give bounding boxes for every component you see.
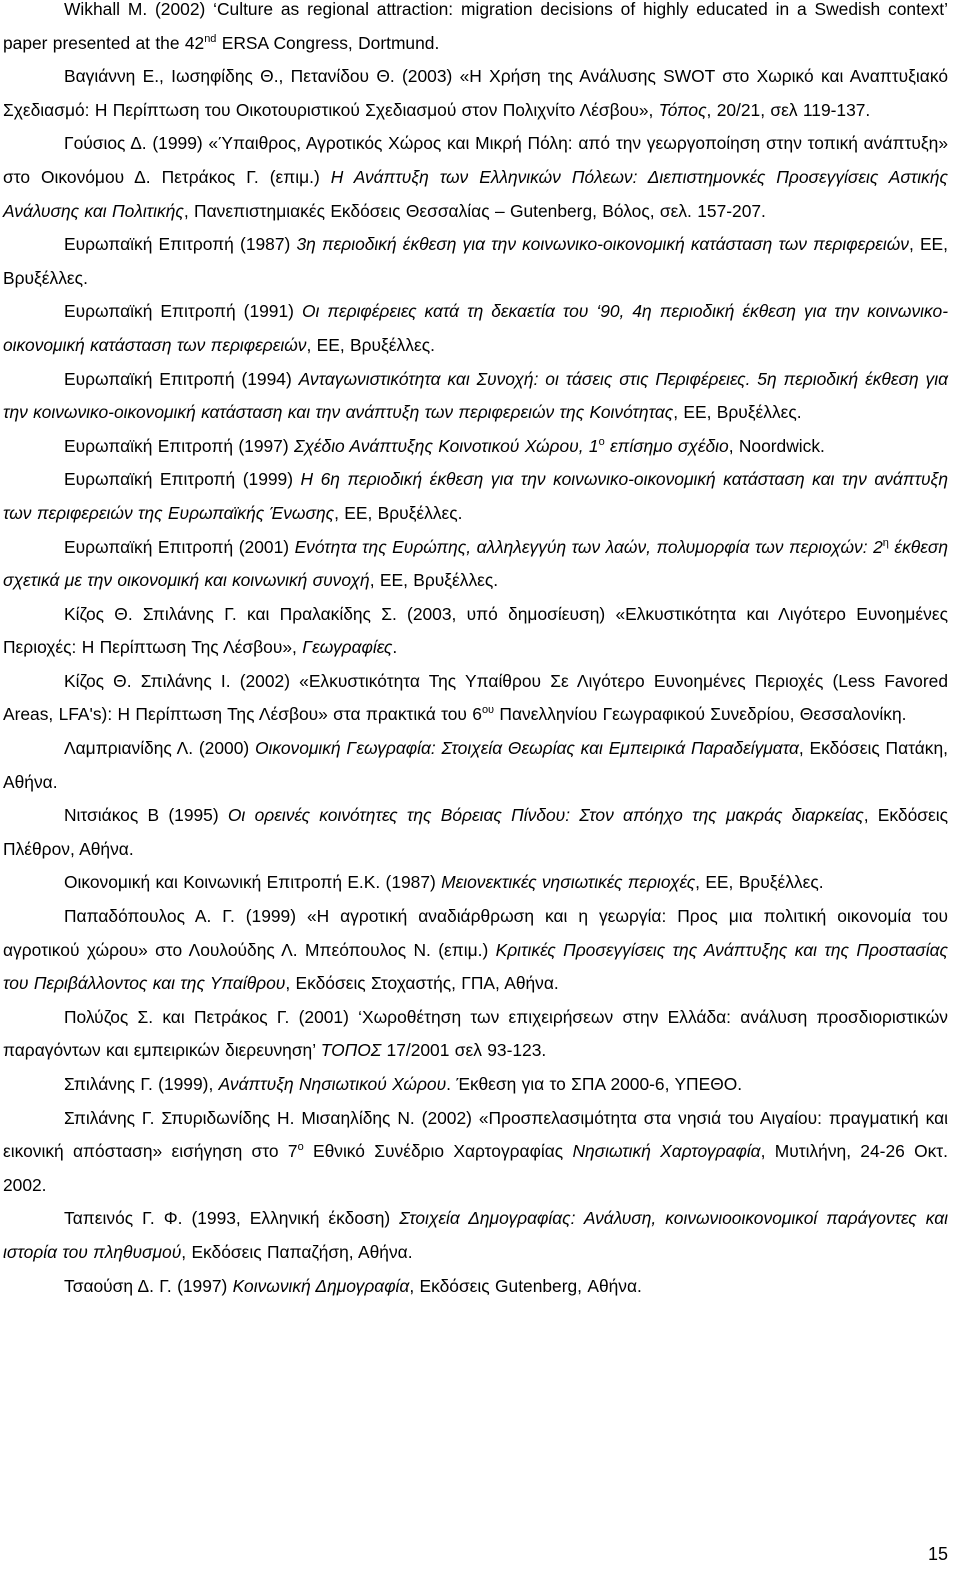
reference-text: Ταπεινός Γ. Φ. (1993, Ελληνική έκδοση) (64, 1208, 400, 1229)
reference-title-italic: Κοινωνική Δημογραφία (232, 1275, 410, 1296)
reference-title-italic: έκθεση σχετικά με την οικονομική και κοινωνική συνοχή (3, 536, 948, 591)
reference-title-italic: Τόπος (658, 99, 707, 120)
reference-text: , Πανεπιστημιακές Εκδόσεις Θεσσαλίας – Gutenberg, Βόλος, σελ. 157-207. (183, 200, 766, 221)
reference-entry (3, 598, 948, 665)
reference-entry (3, 665, 948, 732)
reference-entry (3, 732, 948, 799)
reference-text: , Εκδόσεις Παπαζήση, Αθήνα. (181, 1241, 413, 1262)
reference-entry (3, 430, 948, 464)
reference-text: Πανελληνίου Γεωγραφικού Συνεδρίου, Θεσσαλονίκη. (494, 704, 907, 725)
reference-title-italic: Σχέδιο Ανάπτυξης Κοινοτικού Χώρου, 1 (293, 435, 599, 456)
reference-text: . Έκθεση για το ΣΠΑ 2000-6, ΥΠΕΘΟ. (446, 1074, 743, 1094)
reference-title-italic: Μειονεκτικές νησιωτικές περιοχές (441, 872, 696, 893)
reference-superscript: ου (481, 704, 495, 717)
reference-text: , 20/21, σελ 119-137. (706, 99, 871, 120)
reference-entry (3, 1270, 948, 1304)
reference-entry (3, 0, 948, 60)
reference-entry (3, 295, 948, 362)
reference-title-italic: Ανταγωνιστικότητα και Συνοχή: οι τάσεις στις Περιφέρειες. 5η περιοδική έκθεση για την κοινωνικο-οικονομική κατάσταση και την ανάπτυξη των περιφερειών της Κοινότητας (3, 368, 948, 423)
reference-text: , ΕΕ, Βρυξέλλες. (334, 502, 463, 523)
reference-text: Ευρωπαϊκή Επιτροπή (1994) (64, 368, 299, 389)
reference-title-italic: Στοιχεία Δημογραφίας: Ανάλυση, κοινωνιοοικονομικοί παράγοντες και ιστορία του πληθυσμού (3, 1208, 948, 1262)
reference-superscript: nd (204, 32, 217, 45)
reference-text: ERSA Congress, Dortmund. (216, 32, 440, 53)
reference-superscript: ο (297, 1141, 304, 1154)
reference-entry (3, 900, 948, 1001)
reference-text: Βαγιάννη Ε., Ιωσηφίδης Θ., Πετανίδου Θ. (2003) «Η Χρήση της Ανάλυσης SWOT στο Χωρικό και Αναπτυξιακό Σχεδιασμό: Η Περίπτωση του Οικοτουριστικού Σχεδιασμού στον Πολιχνίτο Λέσβου», (3, 66, 948, 120)
reference-text: Οικονομική και Κοινωνική Επιτροπή Ε.Κ. (1987) (64, 872, 442, 893)
reference-text: Πολύζος Σ. και Πετράκος Γ. (2001) ‘Χωροθέτηση των επιχειρήσεων στην Ελλάδα: ανάλυση προσδιοριστικών παραγόντων και εμπειρικών διερευνηση’ (3, 1006, 948, 1061)
reference-entry (3, 1001, 948, 1068)
reference-text: Σπιλάνης Γ. Σπυριδωνίδης Η. Μισαηλίδης Ν. (2002) «Προσπελασιμότητα στα νησιά του Αιγαίου: πραγματική και εικονική απόσταση» εισήγηση στο 7 (3, 1107, 948, 1162)
reference-text: Νιτσιάκος Β (1995) (64, 805, 228, 826)
reference-text: . (392, 637, 398, 658)
reference-title-italic: Οι περιφέρειες κατά τη δεκαετία του ‘90, 4η περιοδική έκθεση για την κοινωνικο-οικονομική κατάσταση των περιφερειών (3, 301, 948, 355)
reference-entry (3, 866, 948, 900)
reference-title-italic: Οι ορεινές κοινότητες της Βόρειας Πίνδου: Στον απόηχο της μακράς διαρκείας (227, 805, 864, 826)
reference-text: , ΕΕ, Βρυξέλλες. (3, 234, 948, 288)
reference-text: Λαμπριανίδης Λ. (2000) (64, 738, 255, 759)
reference-title-italic: Οικονομική Γεωγραφία: Στοιχεία Θεωρίας και Εμπειρικά Παραδείγματα (254, 738, 799, 759)
reference-entry (3, 60, 948, 127)
reference-entry (3, 799, 948, 866)
reference-superscript: η (882, 536, 889, 549)
reference-list (3, 0, 948, 1303)
reference-title-italic: Η Ανάπτυξη των Ελληνικών Πόλεων: Διεπιστημονκές Προσεγγίσεις Αστικής Ανάλυσης και Πολιτικής (3, 166, 948, 221)
reference-entry (3, 228, 948, 295)
reference-text: Ευρωπαϊκή Επιτροπή (1997) (64, 435, 294, 456)
reference-superscript: ο (598, 435, 605, 448)
reference-title-italic: Ανάπτυξη Νησιωτικού Χώρου (218, 1074, 447, 1094)
page-number: 15 (927, 1544, 948, 1564)
reference-entry (3, 463, 948, 530)
reference-text: Wikhall M. (2002) ‘Culture as regional attraction: migration decisions of highly educated in a Swedish context’ paper presented at the 42 (3, 0, 948, 53)
reference-text: , Εκδόσεις Πλέθρον, Αθήνα. (3, 805, 948, 859)
reference-title-italic: Νησιωτική Χαρτογραφία (572, 1141, 761, 1162)
reference-text: , Εκδόσεις Πατάκη, Αθήνα. (3, 738, 948, 792)
reference-text: Ευρωπαϊκή Επιτροπή (1999) (64, 469, 301, 490)
reference-text: , ΕΕ, Βρυξέλλες. (306, 334, 435, 355)
reference-text: , Noordwick. (728, 435, 825, 456)
reference-title-italic: ΤΟΠΟΣ (320, 1040, 382, 1061)
reference-text: , Μυτιλήνη, 24-26 Οκτ. 2002. (3, 1141, 948, 1195)
reference-text: Γούσιος Δ. (1999) «Ύπαιθρος, Αγροτικός Χώρος και Μικρή Πόλη: από την γεωργοποίηση στην τοπική ανάπτυξη» στο Οικονόμου Δ. Πετράκος Γ. (επιμ.) (3, 133, 948, 187)
reference-text: Παπαδόπουλος Α. Γ. (1999) «Η αγροτική αναδιάρθρωση και η γεωργία: Προς μια πολιτική οικονομία του αγροτικού χώρου» στο Λουλούδης Λ. Μπεόπουλος Ν. (επιμ.) (3, 906, 948, 960)
reference-title-italic: Κριτικές Προσεγγίσεις της Ανάπτυξης και της Προστασίας του Περιβάλλοντος και της Υπαίθρου (3, 939, 948, 994)
reference-title-italic: Γεωγραφίες (302, 637, 393, 658)
reference-entry (3, 363, 948, 430)
reference-title-italic: επίσημο σχέδιο (604, 435, 729, 456)
reference-title-italic: 3η περιοδική έκθεση για την κοινωνικο-οικονομική κατάσταση των περιφερειών (296, 234, 909, 255)
reference-title-italic: Ενότητα της Ευρώπης, αλληλεγγύη των λαών, πολυμορφία των περιοχών: 2 (294, 536, 883, 557)
reference-text: Ευρωπαϊκή Επιτροπή (1991) (64, 301, 302, 322)
reference-entry (3, 531, 948, 598)
reference-text: Τσαούση Δ. Γ. (1997) (64, 1275, 233, 1296)
reference-text: , Εκδόσεις Στοχαστής, ΓΠΑ, Αθήνα. (285, 973, 559, 994)
reference-text: 17/2001 σελ 93-123. (381, 1040, 547, 1061)
reference-text: , ΕΕ, Βρυξέλλες. (673, 402, 802, 423)
reference-text: Ευρωπαϊκή Επιτροπή (1987) (64, 234, 297, 255)
reference-entry (3, 1202, 948, 1269)
reference-text: Ευρωπαϊκή Επιτροπή (2001) (64, 536, 295, 557)
reference-text: , Εκδόσεις Gutenberg, Αθήνα. (409, 1275, 642, 1296)
reference-title-italic: Η 6η περιοδική έκθεση για την κοινωνικο-οικονομική κατάσταση και την ανάπτυξη των περιφερειών της Ευρωπαϊκής Ένωσης (3, 469, 948, 523)
reference-text: Κίζος Θ. Σπιλάνης Γ. και Πραλακίδης Σ. (2003, υπό δημοσίευση) «Ελκυστικότητα και Λιγότερο Ευνοημένες Περιοχές: Η Περίπτωση Της Λέσβου», (3, 603, 948, 658)
reference-text: , ΕΕ, Βρυξέλλες. (369, 570, 499, 591)
reference-entry (3, 127, 948, 228)
reference-text: , ΕΕ, Βρυξέλλες. (695, 872, 824, 893)
reference-text: Σπιλάνης Γ. (1999), (64, 1074, 219, 1094)
reference-text: Εθνικό Συνέδριο Χαρτογραφίας (303, 1141, 573, 1162)
reference-text: Κίζος Θ. Σπιλάνης Ι. (2002) «Ελκυστικότητα Της Υπαίθρου Σε Λιγότερο Ευνοημένες Περιοχές (Less Favored Areas, LFA's): Η Περίπτωση Της Λέσβου» στα πρακτικά του 6 (3, 670, 948, 725)
reference-entry (3, 1102, 948, 1203)
reference-entry (3, 1068, 948, 1102)
